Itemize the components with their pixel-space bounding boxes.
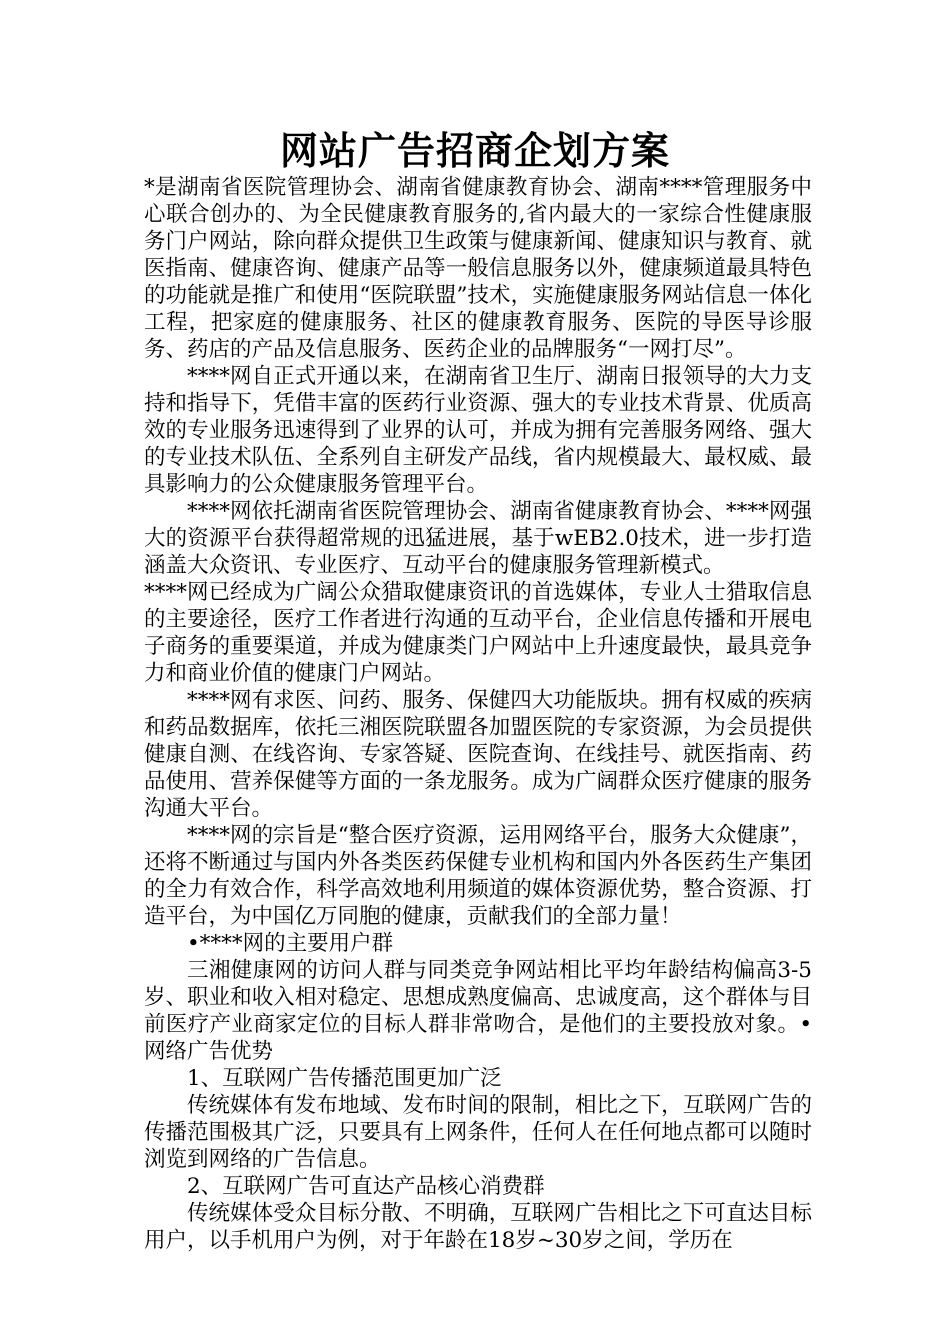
paragraph-target: 传统媒体受众目标分散、不明确，互联网广告相比之下可直达目标用户，以手机用户为例，对于年龄在18岁~30岁之间，学历在 <box>144 1201 812 1253</box>
document-body <box>144 174 812 1254</box>
paragraph-mission: ****网的宗旨是“整合医疗资源，运用网络平台，服务大众健康”，还将不断通过与国内外各类医药保健专业机构和国内外各医药生产集团的全力有效合作，科学高效地利用频道的媒体资源优势，整合资源、打造平台，为中国亿万同胞的健康，贡献我们的全部力量！ <box>144 823 812 929</box>
paragraph-media: ****网已经成为广阔公众猎取健康资讯的首选媒体，专业人士猎取信息的主要途径，医疗工作者进行沟通的互动平台，企业信息传播和开展电子商务的重要渠道，并成为健康类门户网站中上升速度最快，最具竞争力和商业价值的健康门户网站。 <box>144 580 812 686</box>
paragraph-launch: ****网自正式开通以来，在湖南省卫生厅、湖南日报领导的大力支持和指导下，凭借丰富的医药行业资源、强大的专业技术背景、优质高效的专业服务迅速得到了业界的认可，并成为拥有完善服务网络、强大的专业技术队伍、全系列自主研发产品线，省内规模最大、最权威、最具影响力的公众健康服务管理平台。 <box>144 364 812 497</box>
heading-target: 2、互联网广告可直达产品核心消费群 <box>187 1174 545 1199</box>
paragraph-user-group: 三湘健康网的访问人群与同类竞争网站相比平均年龄结构偏高3-5岁、职业和收入相对稳定、思想成熟度偏高、忠诚度高，这个群体与目前医疗产业商家定位的目标人群非常吻合，是他们的主要投放对象。•网络广告优势 <box>144 958 812 1064</box>
paragraph-platform: ****网依托湖南省医院管理协会、湖南省健康教育协会、****网强大的资源平台获得超常规的迅猛进展，基于wEB2.0技术，进一步打造涵盖大众资讯、专业医疗、互动平台的健康服务管理新模式。 <box>144 499 812 578</box>
heading-reach: 1、互联网广告传播范围更加广泛 <box>187 1066 502 1091</box>
heading-user-group: •****网的主要用户群 <box>187 931 394 956</box>
paragraph-reach: 传统媒体有发布地域、发布时间的限制，相比之下，互联网广告的传播范围极其广泛，只要具有上网条件，任何人在任何地点都可以随时浏览到网络的广告信息。 <box>144 1093 812 1172</box>
paragraph-intro: *是湖南省医院管理协会、湖南省健康教育协会、湖南****管理服务中心联合创办的、为全民健康教育服务的,省内最大的一家综合性健康服务门户网站，除向群众提供卫生政策与健康新闻、健康知识与教育、就医指南、健康咨询、健康产品等一般信息服务以外，健康频道最具特色的功能就是推广和使用“医院联盟”技术，实施健康服务网站信息一体化工程，把家庭的健康服务、社区的健康教育服务、医院的导医导诊服务、药店的产品及信息服务、医药企业的品牌服务“一网打尽”。 <box>144 175 812 362</box>
document-title: 网站广告招商企划方案 <box>279 128 670 173</box>
paragraph-services: ****网有求医、问药、服务、保健四大功能版块。拥有权威的疾病和药品数据库，依托三湘医院联盟各加盟医院的专家资源，为会员提供健康自测、在线咨询、专家答疑、医院查询、在线挂号、就医指南、药品使用、营养保健等方面的一条龙服务。成为广阔群众医疗健康的服务沟通大平台。 <box>144 688 812 821</box>
